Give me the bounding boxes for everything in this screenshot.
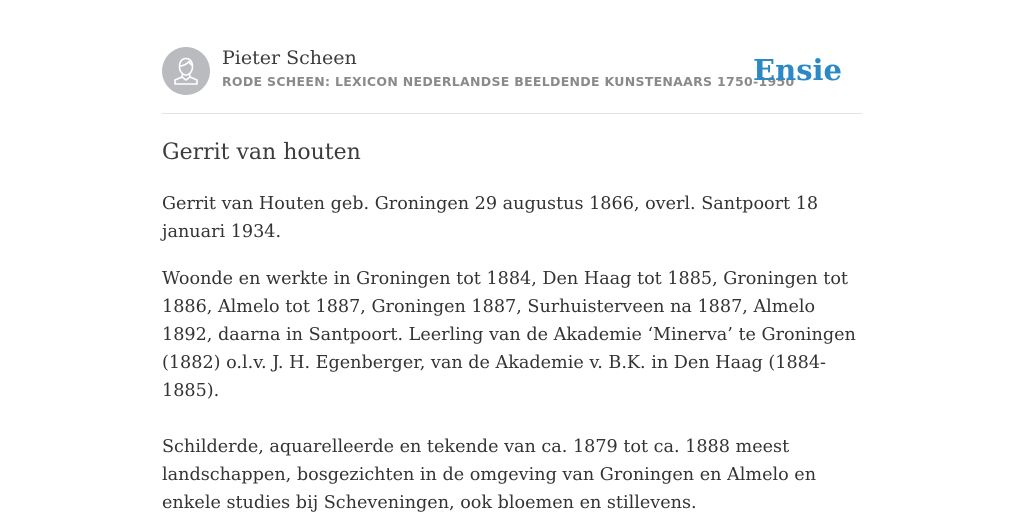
article-header	[162, 46, 862, 96]
paragraph-work: Schilderde, aquarelleerde en tekende van ca. 1879 tot ca. 1888 meest landschappen, bosgezichten in de omgeving van Groningen en Almelo en enkele studies bij Scheveningen, ook bloemen en stillevens.	[162, 437, 817, 512]
header-divider	[162, 113, 862, 114]
paragraph-birth-death: Gerrit van Houten geb. Groningen 29 augustus 1866, overl. Santpoort 18 januari 1934.	[162, 194, 819, 242]
author-name[interactable]: Pieter Scheen	[222, 47, 357, 69]
article-body	[162, 190, 862, 512]
ensie-logo[interactable]: Ensie	[753, 53, 842, 87]
source-title[interactable]: RODE SCHEEN: LEXICON NEDERLANDSE BEELDENDE KUNSTENAARS 1750-1950	[222, 74, 795, 89]
author-avatar[interactable]	[162, 47, 210, 95]
paragraph-residence-education: Woonde en werkte in Groningen tot 1884, Den Haag tot 1885, Groningen tot 1886, Almelo tot 1887, Groningen 1887, Surhuisterveen na 1887, Almelo 1892, daarna in Santpoort. Leerling van de Akademie ‘Minerva’ te Groningen (1882) o.l.v. J. H. Egenberger, van de Akademie v. B.K. in Den Haag (1884-1885).	[162, 269, 856, 401]
article-title: Gerrit van houten	[162, 140, 361, 165]
user-icon	[162, 47, 210, 95]
